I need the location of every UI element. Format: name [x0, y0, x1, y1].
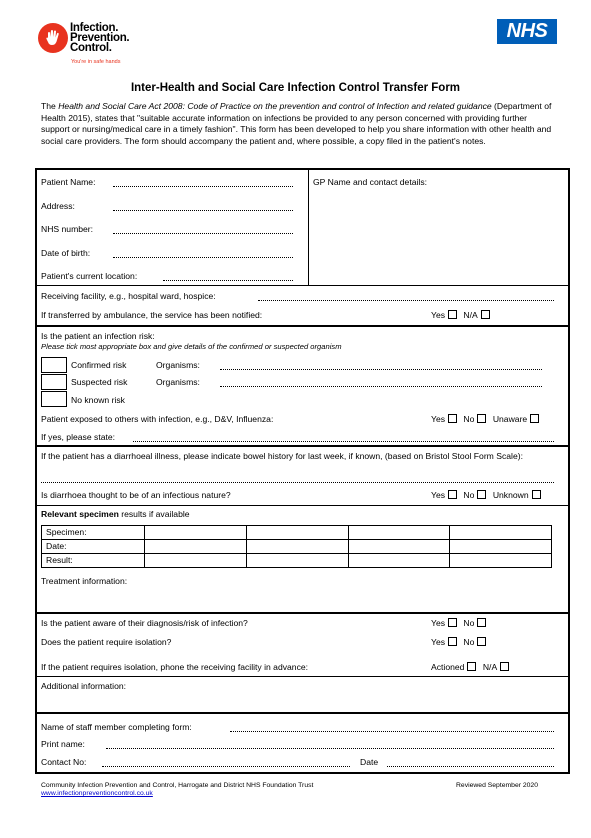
treatment-label: Treatment information:: [41, 576, 128, 586]
table-cell[interactable]: [246, 526, 348, 540]
nhs-number-label: NHS number:: [41, 224, 94, 234]
exposed-no-checkbox[interactable]: [477, 414, 486, 423]
aware-options: Yes No: [431, 618, 486, 629]
print-name-field[interactable]: [106, 748, 554, 749]
table-cell[interactable]: [450, 540, 552, 554]
address-label: Address:: [41, 201, 75, 211]
gp-label: GP Name and contact details:: [313, 177, 428, 187]
isolation-label: Does the patient require isolation?: [41, 637, 172, 647]
ambulance-yes-checkbox[interactable]: [448, 310, 457, 319]
aware-no-checkbox[interactable]: [477, 618, 486, 627]
actioned-checkbox[interactable]: [467, 662, 476, 671]
ipc-logo-tagline: You're in safe hands: [71, 59, 121, 65]
exposed-options: Yes No Unaware: [431, 414, 539, 425]
infectious-no-checkbox[interactable]: [477, 490, 486, 499]
table-cell[interactable]: [348, 540, 450, 554]
confirmed-risk-label: Confirmed risk: [71, 360, 127, 370]
suspected-risk-label: Suspected risk: [71, 377, 128, 387]
footer-url-link[interactable]: www.infectionpreventioncontrol.co.uk: [41, 790, 153, 797]
if-yes-label: If yes, please state:: [41, 432, 116, 442]
ambulance-na-checkbox[interactable]: [481, 310, 490, 319]
table-cell[interactable]: [450, 554, 552, 568]
infection-risk-instruction: Please tick most appropriate box and give details of the confirmed or suspected organism: [41, 342, 342, 351]
ambulance-options: Yes N/A: [431, 310, 490, 321]
reviewed-date: Reviewed September 2020: [456, 782, 538, 789]
phone-label: If the patient requires isolation, phone the receiving facility in advance:: [41, 662, 309, 672]
infectious-unknown-checkbox[interactable]: [532, 490, 541, 499]
bowel-history-label: If the patient has a diarrhoeal illness, please indicate bowel history for last week, if known, (based on Bristol Stool Form Scale):: [41, 451, 523, 461]
receiving-facility-field[interactable]: [258, 300, 554, 301]
print-name-label: Print name:: [41, 739, 85, 749]
date-label: Date: [360, 757, 379, 767]
table-cell[interactable]: [348, 554, 450, 568]
receiving-facility-label: Receiving facility, e.g., hospital ward, hospice:: [41, 291, 216, 301]
isolation-no-checkbox[interactable]: [477, 637, 486, 646]
location-label: Patient's current location:: [41, 271, 138, 281]
bowel-history-field[interactable]: [41, 482, 554, 483]
specimen-table: [41, 525, 552, 568]
staff-name-label: Name of staff member completing form:: [41, 722, 192, 732]
date-row-label: Date:: [42, 540, 145, 554]
organisms-label-2: Organisms:: [156, 377, 200, 387]
act-reference: Health and Social Care Act 2008: Code of Practice on the prevention and control of Infection and related guidance: [58, 101, 492, 111]
location-field[interactable]: [163, 280, 293, 281]
patient-name-field[interactable]: [113, 186, 293, 187]
aware-yes-checkbox[interactable]: [448, 618, 457, 627]
infection-risk-question: Is the patient an infection risk:: [41, 331, 155, 341]
if-yes-field[interactable]: [133, 441, 554, 442]
table-cell[interactable]: [246, 540, 348, 554]
dob-label: Date of birth:: [41, 248, 91, 258]
infectious-yes-checkbox[interactable]: [448, 490, 457, 499]
dob-field[interactable]: [113, 257, 293, 258]
isolation-options: Yes No: [431, 637, 486, 648]
hand-icon: [45, 29, 61, 47]
aware-label: Is the patient aware of their diagnosis/risk of infection?: [41, 618, 248, 628]
infectious-diarrhoea-label: Is diarrhoea thought to be of an infectious nature?: [41, 490, 231, 500]
phone-options: Actioned N/A: [431, 662, 509, 673]
table-row: [42, 526, 552, 540]
intro-paragraph: The Health and Social Care Act 2008: Code of Practice on the prevention and control of Infection and related guidance (Department of Health 2015), states that "suitable accurate information on infections be provided to any person concerned with providing further support or nursing/medical care in a timely fashion". This form has been developed to help you share information with other health and social care providers. The form should accompany the patient and, where possible, a copy filed in the patient's notes.: [41, 101, 552, 146]
table-cell[interactable]: [145, 540, 247, 554]
confirmed-risk-checkbox[interactable]: [41, 357, 67, 373]
nhs-logo: NHS: [497, 19, 557, 44]
ambulance-label: If transferred by ambulance, the service has been notified:: [41, 310, 263, 320]
nhs-number-field[interactable]: [113, 233, 293, 234]
exposed-yes-checkbox[interactable]: [448, 414, 457, 423]
contact-no-field[interactable]: [102, 766, 350, 767]
suspected-risk-checkbox[interactable]: [41, 374, 67, 390]
table-cell[interactable]: [450, 526, 552, 540]
specimen-heading: Relevant specimen results if available: [41, 509, 190, 519]
ipc-logo-text: Infection. Prevention. Control.: [70, 22, 130, 54]
no-known-risk-label: No known risk: [71, 395, 125, 405]
footer-org: Community Infection Prevention and Control, Harrogate and District NHS Foundation Trust: [41, 782, 314, 789]
form-title: Inter-Health and Social Care Infection Control Transfer Form: [130, 82, 461, 94]
additional-info-label: Additional information:: [41, 681, 127, 691]
table-cell[interactable]: [145, 526, 247, 540]
exposed-label: Patient exposed to others with infection, e.g., D&V, Influenza:: [41, 414, 274, 424]
contact-no-label: Contact No:: [41, 757, 87, 767]
staff-name-field[interactable]: [230, 731, 554, 732]
phone-na-checkbox[interactable]: [500, 662, 509, 671]
specimen-row-label: Specimen:: [42, 526, 145, 540]
result-row-label: Result:: [42, 554, 145, 568]
infectious-options: Yes No Unknown: [431, 490, 541, 501]
table-cell[interactable]: [145, 554, 247, 568]
patient-name-label: Patient Name:: [41, 177, 96, 187]
table-row: [42, 554, 552, 568]
table-row: [42, 540, 552, 554]
date-field[interactable]: [387, 766, 554, 767]
exposed-unaware-checkbox[interactable]: [530, 414, 539, 423]
table-cell[interactable]: [348, 526, 450, 540]
organisms-field-2[interactable]: [220, 386, 542, 387]
organisms-field-1[interactable]: [220, 369, 542, 370]
isolation-yes-checkbox[interactable]: [448, 637, 457, 646]
no-known-risk-checkbox[interactable]: [41, 391, 67, 407]
table-cell[interactable]: [246, 554, 348, 568]
address-field[interactable]: [113, 210, 293, 211]
organisms-label-1: Organisms:: [156, 360, 200, 370]
